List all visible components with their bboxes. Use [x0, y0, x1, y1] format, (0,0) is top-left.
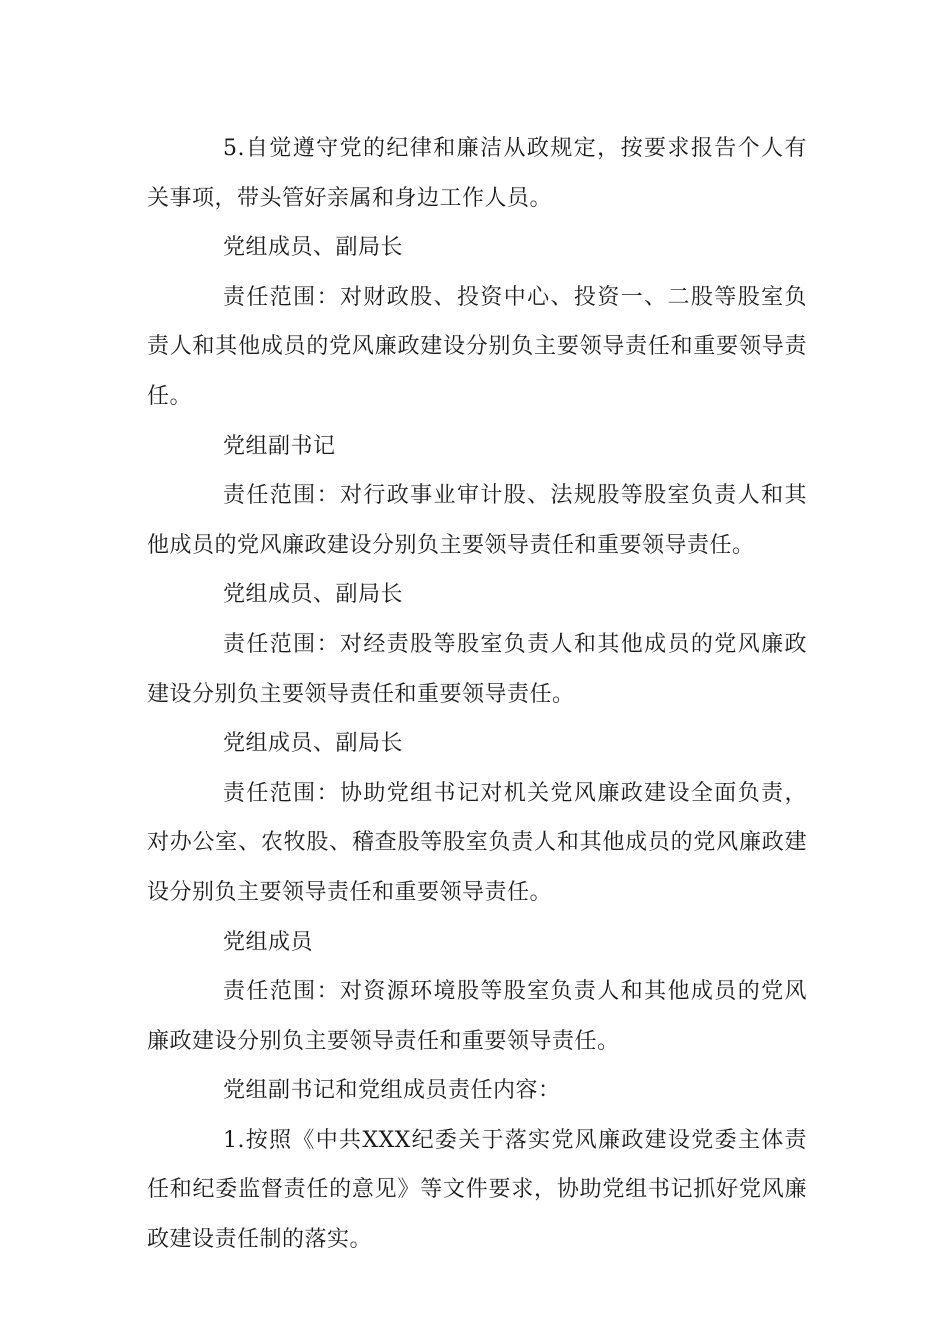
role-heading-deputy-director-3: 党组成员、副局长	[223, 731, 404, 757]
responsibility-paragraph-economic-responsibility: 责任范围：对经责股等股室负责人和其他成员的党风廉政建设分别负主要领导责任和重要领导责任。	[147, 631, 807, 707]
paragraph-item-5-discipline: 5.自觉遵守党的纪律和廉洁从政规定，按要求报告个人有关事项，带头管好亲属和身边工作人员。	[147, 136, 807, 211]
responsibility-paragraph-resources: 责任范围：对资源环境股等股室负责人和其他成员的党风廉政建设分别负主要领导责任和重要领导责任。	[147, 979, 807, 1054]
paragraph-item-1-implementation: 1.按照《中共XXX纪委关于落实党风廉政建设党委主体责任和纪委监督责任的意见》等文件要求，协助党组书记抓好党风廉政建设责任制的落实。	[147, 1127, 807, 1253]
role-heading-deputy-director-1: 党组成员、副局长	[223, 235, 404, 261]
role-heading-deputy-secretary: 党组副书记	[223, 433, 336, 459]
responsibility-paragraph-finance: 责任范围：对财政股、投资中心、投资一、二股等股室负责人和其他成员的党风廉政建设分别负主要领导责任和重要领导责任。	[147, 284, 807, 409]
document-body	[147, 124, 807, 1265]
responsibility-paragraph-office: 责任范围：协助党组书记对机关党风廉政建设全面负责，对办公室、农牧股、稽查股等股室负责人和其他成员的党风廉政建设分别负主要领导责任和重要领导责任。	[147, 780, 807, 905]
role-heading-deputy-director-2: 党组成员、副局长	[223, 582, 404, 608]
section-heading-responsibility-content: 党组副书记和党组成员责任内容：	[223, 1078, 561, 1104]
role-heading-member: 党组成员	[223, 929, 314, 955]
responsibility-paragraph-admin-audit: 责任范围：对行政事业审计股、法规股等股室负责人和其他成员的党风廉政建设分别负主要领导责任和重要领导责任。	[147, 483, 807, 558]
